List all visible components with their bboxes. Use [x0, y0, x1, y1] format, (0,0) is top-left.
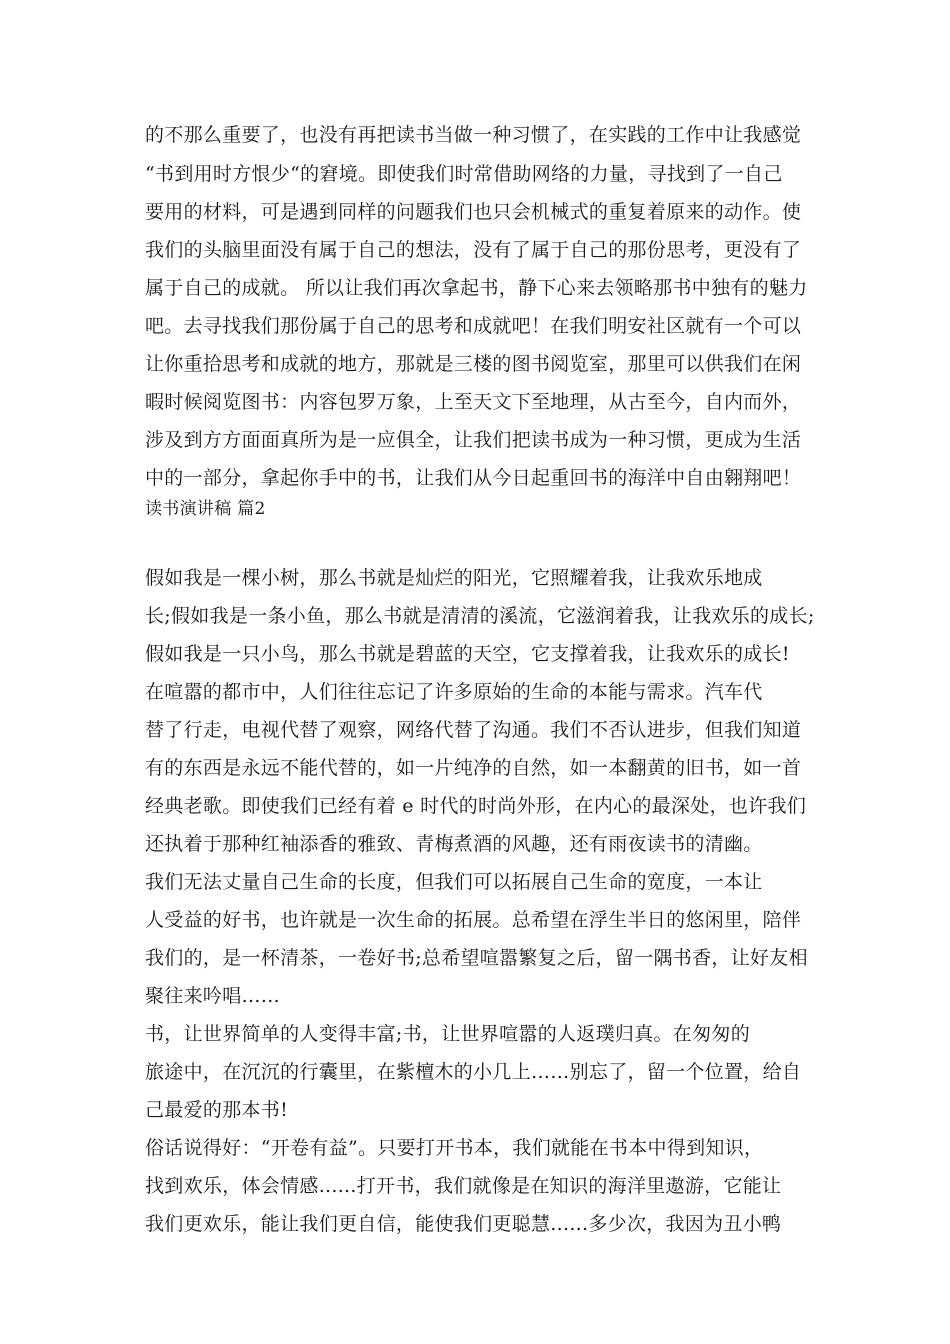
text-line: 旅途中，在沉沉的行囊里，在紫檀木的小几上……别忘了，留一个位置，给自 — [145, 1061, 802, 1083]
text-line: 己最爱的那本书! — [145, 1099, 289, 1121]
section-heading: 读书演讲稿 篇2 — [145, 499, 266, 519]
text-line: 我们的头脑里面没有属于自己的想法，没有了属于自己的那份思考，更没有了 — [145, 239, 802, 261]
text-line: 属于自己的成就。 所以让我们再次拿起书，静下心来去领略那书中独有的魅力 — [145, 277, 808, 299]
text-line: 书，让世界简单的人变得丰富;书，让世界喧嚣的人返璞归真。在匆匆的 — [145, 1023, 751, 1045]
text-line: 人受益的好书，也许就是一次生命的拓展。总希望在浮生半日的悠闲里，陪伴 — [145, 909, 802, 931]
text-line: 找到欢乐，体会情感......打开书，我们就像是在知识的海洋里遨游，它能让 — [145, 1175, 782, 1197]
text-line: 还执着于那种红袖添香的雅致、青梅煮酒的风趣，还有雨夜读书的清幽。 — [145, 833, 763, 855]
text-line: 的不那么重要了，也没有再把读书当做一种习惯了，在实践的工作中让我感觉 — [145, 124, 802, 146]
text-line: “书到用时方恨少“的窘境。即使我们时常借助网络的力量，寻找到了一自己 — [145, 163, 783, 185]
text-line: 长;假如我是一条小鱼，那么书就是清清的溪流，它滋润着我，让我欢乐的成长; — [145, 605, 815, 627]
text-line: 有的东西是永远不能代替的，如一片纯净的自然，如一本翻黄的旧书，如一首 — [145, 757, 802, 779]
text-line: 假如我是一只小鸟，那么书就是碧蓝的天空，它支撑着我，让我欢乐的成长! — [145, 643, 790, 665]
text-line: 我们的，是一杯清茶，一卷好书;总希望喧嚣繁复之后，留一隅书香，让好友相 — [145, 947, 808, 969]
text-line: 暇时候阅览图书：内容包罗万象，上至天文下至地理，从古至今，自内而外， — [145, 391, 802, 413]
text-line: 经典老歌。即使我们已经有着 e 时代的时尚外形，在内心的最深处，也许我们 — [145, 795, 807, 817]
text-line: 俗话说得好：“开卷有益”。只要打开书本，我们就能在书本中得到知识， — [145, 1137, 764, 1159]
text-line: 假如我是一棵小树，那么书就是灿烂的阳光，它照耀着我，让我欢乐地成 — [145, 567, 763, 589]
text-line: 涉及到方方面面真所为是一应俱全，让我们把读书成为一种习惯，更成为生活 — [145, 429, 802, 451]
text-line: 替了行走，电视代替了观察，网络代替了沟通。我们不否认进步，但我们知道 — [145, 719, 802, 741]
text-line: 我们无法丈量自己生命的长度，但我们可以拓展自己生命的宽度，一本让 — [145, 871, 763, 893]
text-line: 让你重拾思考和成就的地方，那就是三楼的图书阅览室，那里可以供我们在闲 — [145, 353, 802, 375]
text-line: 我们更欢乐，能让我们更自信，能使我们更聪慧......多少次，我因为丑小鸭 — [145, 1213, 782, 1235]
text-line: 要用的材料，可是遇到同样的问题我们也只会机械式的重复着原来的动作。使 — [145, 201, 802, 223]
text-line: 在喧嚣的都市中，人们往往忘记了许多原始的生命的本能与需求。汽车代 — [145, 681, 763, 703]
text-line: 吧。去寻找我们那份属于自己的思考和成就吧！在我们明安社区就有一个可以 — [145, 315, 802, 337]
text-line: 中的一部分，拿起你手中的书，让我们从今日起重回书的海洋中自由翱翔吧！ — [145, 467, 802, 489]
text-line: 聚往来吟唱…… — [145, 985, 281, 1007]
